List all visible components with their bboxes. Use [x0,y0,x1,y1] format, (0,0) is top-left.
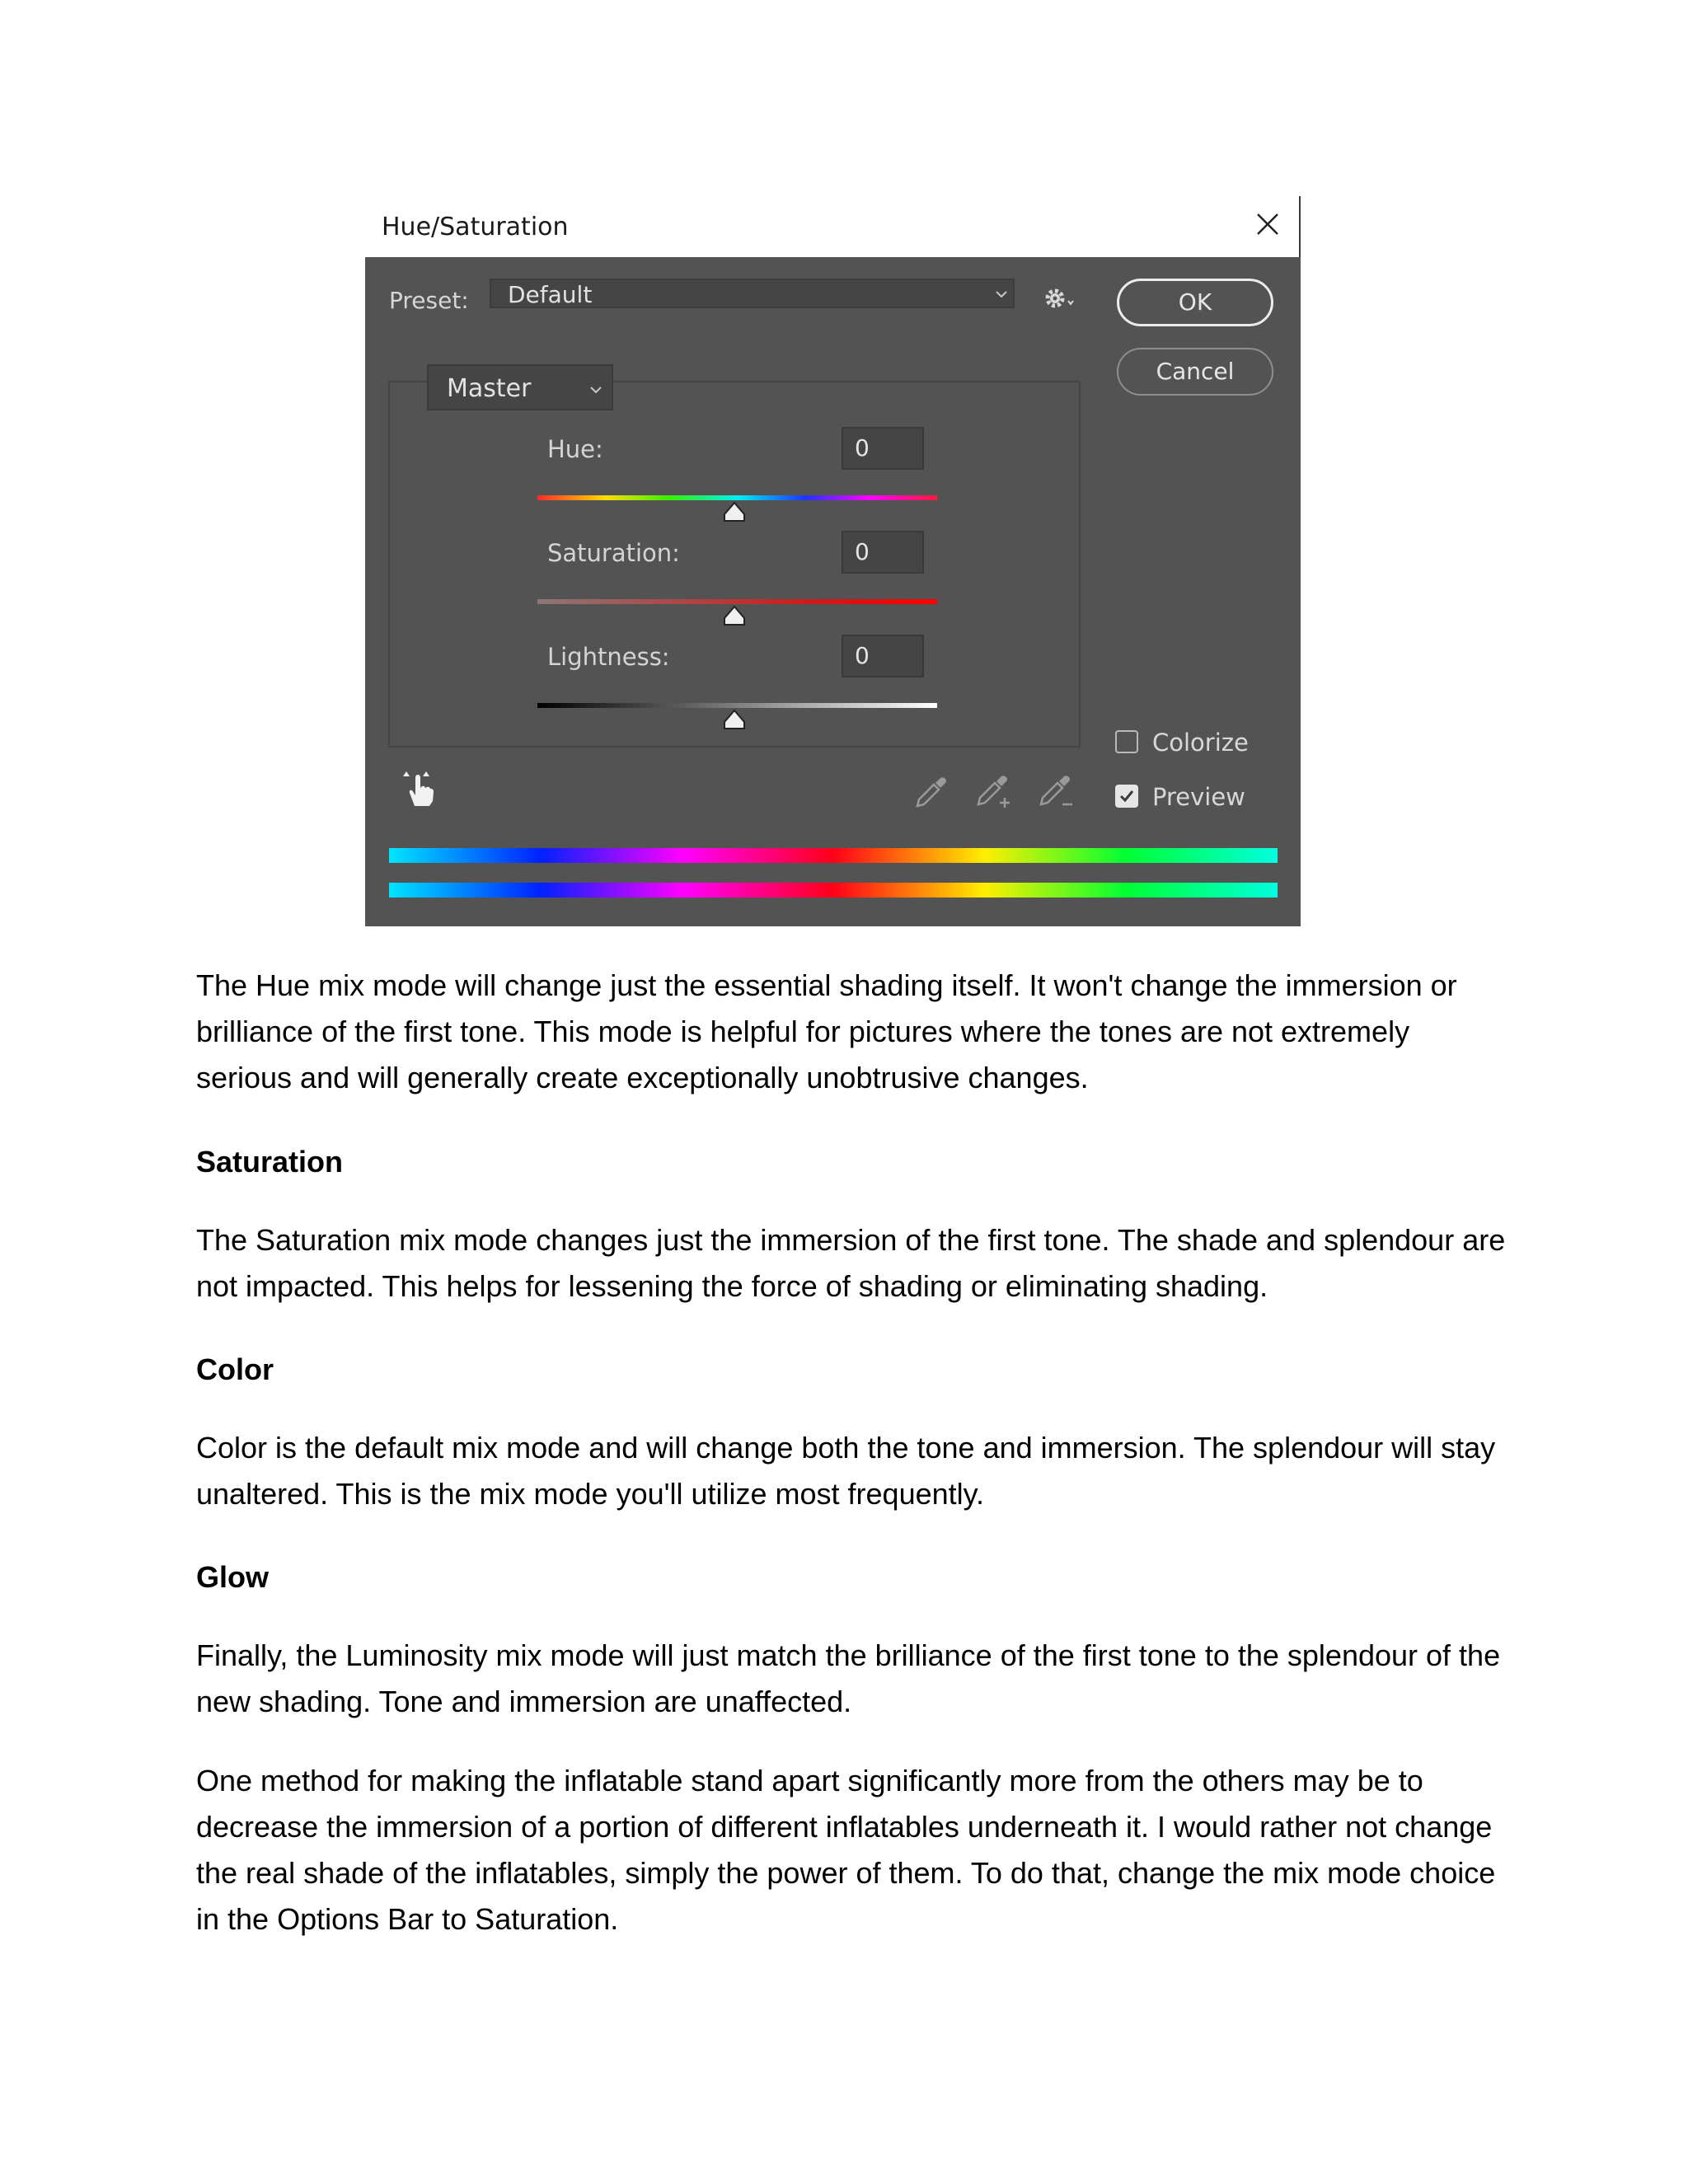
chevron-down-icon [996,290,1007,298]
checkmark-icon [1118,788,1135,804]
chevron-down-icon [590,386,602,394]
saturation-slider-thumb[interactable] [723,605,746,626]
hue-label: Hue: [547,435,603,463]
hue-slider-thumb[interactable] [723,501,746,523]
closing-paragraph: One method for making the inflatable stand apart significantly more from the others may be to decrease the immersion of a portion of different inflatables underneath it. I would rather not change the real shade of the inflatables, simply the power of them. To do that, change the mix mode choice in the Options Bar to Saturation. [196,1764,1496,1936]
channel-value: Master [447,374,532,403]
section-paragraph: Color is the default mix mode and will change both the tone and immersion. The splendour will stay unaltered. This is the mix mode you'll utilize most frequently. [196,1431,1496,1511]
saturation-label: Saturation: [547,539,680,567]
lightness-slider-track[interactable] [537,703,937,708]
close-icon[interactable] [1253,209,1282,239]
section-paragraph: Finally, the Luminosity mix mode will just match the brilliance of the first tone to the splendour of the new shading. Tone and immersion are unaffected. [196,1638,1501,1718]
hue-slider-track[interactable] [537,495,937,500]
eyedropper-plus-icon[interactable] [975,773,1013,811]
dialog-title: Hue/Saturation [382,213,569,241]
color-spectrum-bar-top [389,848,1278,863]
section-paragraph: The Saturation mix mode changes just the immersion of the first tone. The shade and splendour are not impacted. This helps for lessening the force of shading or eliminating shading. [196,1223,1506,1303]
hue-saturation-dialog [365,196,1301,926]
hand-adjust-icon[interactable] [401,768,438,809]
lightness-label: Lightness: [547,643,670,671]
preview-checkbox[interactable] [1115,785,1138,808]
hue-input[interactable]: 0 [842,427,924,470]
intro-paragraph: The Hue mix mode will change just the essential shading itself. It won't change the immersion or brilliance of the first tone. This mode is helpful for pictures where the tones are not extremely serious and will generally create exceptionally unobtrusive changes. [196,968,1457,1094]
cancel-button[interactable]: Cancel [1117,348,1273,396]
dialog-body [365,257,1301,926]
eyedropper-minus-icon[interactable] [1038,773,1076,811]
colorize-checkbox[interactable] [1115,730,1138,753]
gear-icon[interactable] [1041,284,1077,312]
color-spectrum-bar-bottom [389,883,1278,898]
dialog-titlebar [365,196,1301,257]
saturation-input[interactable]: 0 [842,531,924,574]
preset-select[interactable] [490,279,1015,308]
channel-select[interactable] [427,364,613,410]
lightness-slider-thumb[interactable] [723,709,746,730]
section-heading: Color [196,1352,274,1386]
saturation-slider-track[interactable] [537,599,937,604]
colorize-label[interactable]: Colorize [1152,729,1249,757]
preview-label[interactable]: Preview [1152,783,1245,811]
ok-button[interactable]: OK [1117,279,1273,326]
lightness-input[interactable]: 0 [842,635,924,677]
section-heading: Saturation [196,1145,344,1179]
eyedropper-icon[interactable] [912,773,950,811]
preset-value: Default [508,281,593,308]
preset-label: Preset: [389,287,469,314]
adjustment-group [388,381,1081,748]
section-heading: Glow [196,1560,269,1594]
